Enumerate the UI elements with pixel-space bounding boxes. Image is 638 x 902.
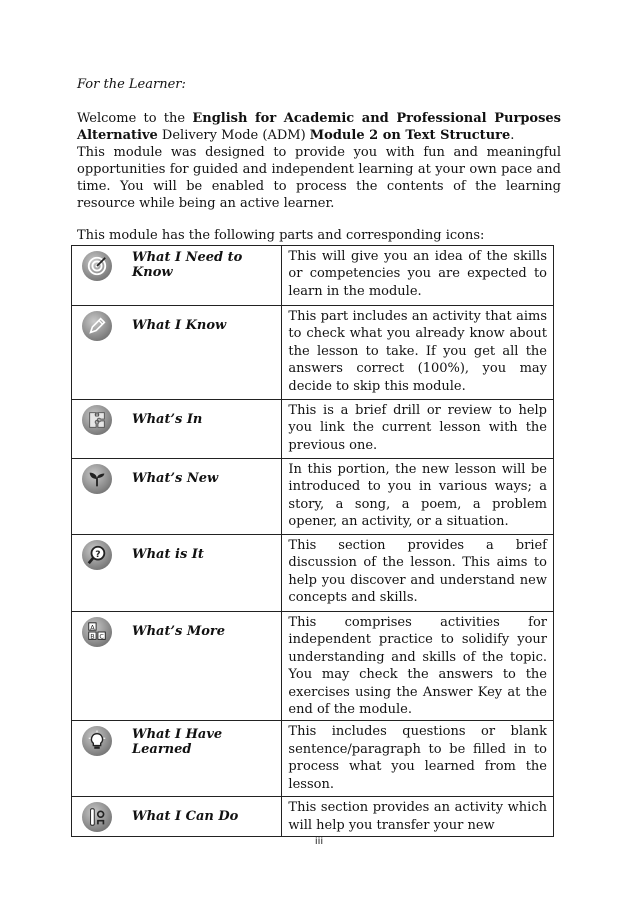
part-name-cell bbox=[72, 797, 282, 837]
pencil-icon bbox=[82, 311, 112, 341]
part-name: What I Have Learned bbox=[132, 727, 223, 758]
table-row bbox=[72, 306, 554, 400]
intro-period: . bbox=[510, 128, 515, 143]
parts-table bbox=[71, 245, 554, 837]
intro-module-title: Module 2 on Text Structure bbox=[309, 128, 511, 143]
part-description: This comprises activities for independent practice to solidify your understanding and skills of the topic. You may check the answers to the exercises using the Answer Key at the end of the module. bbox=[282, 612, 554, 721]
part-name: What I Need to Know bbox=[132, 250, 243, 280]
part-name: What I Can Do bbox=[132, 809, 239, 825]
tools-icon bbox=[82, 802, 112, 832]
part-name: What’s In bbox=[132, 412, 203, 427]
part-name-cell bbox=[72, 400, 282, 459]
part-name-cell bbox=[72, 535, 282, 612]
part-description: This section provides a brief discussion of the lesson. This aims to help you discover and understand new concepts and skills. bbox=[282, 535, 554, 612]
intro-body: This module was designed to provide you with fun and meaningful opportunities for guided and independent learning at your own pace and time. You will be enabled to process the contents of the learning resource while being an active learner. bbox=[77, 145, 561, 211]
intro-paragraph bbox=[77, 110, 561, 212]
part-name-cell bbox=[72, 612, 282, 721]
part-name: What I Know bbox=[132, 318, 227, 333]
sprout-icon bbox=[82, 464, 112, 494]
section-heading: For the Learner: bbox=[77, 77, 186, 92]
part-description: This section provides an activity which will help you transfer your new bbox=[282, 797, 554, 837]
table-row bbox=[72, 797, 554, 837]
intro-welcome: Welcome to the bbox=[77, 111, 193, 126]
part-name: What is It bbox=[132, 547, 204, 562]
table-row bbox=[72, 246, 554, 306]
part-description: This will give you an idea of the skills or competencies you are expected to learn in the module. bbox=[282, 246, 554, 306]
parts-intro: This module has the following parts and corresponding icons: bbox=[77, 228, 485, 243]
part-description: This includes questions or blank sentence/paragraph to be filled in to process what you learned from the lesson. bbox=[282, 721, 554, 797]
svg-text:C: C bbox=[99, 632, 104, 641]
part-name-cell bbox=[72, 306, 282, 400]
table-row bbox=[72, 535, 554, 612]
svg-text:?: ? bbox=[95, 548, 101, 560]
part-name: What’s More bbox=[132, 624, 226, 639]
intro-delivery-mode: Delivery Mode (ADM) bbox=[157, 128, 310, 143]
part-name: What’s New bbox=[132, 471, 219, 486]
intro-course-title: English for Academic and Professional Purposes Alternative bbox=[77, 111, 561, 143]
part-name-cell bbox=[72, 459, 282, 535]
magnifier-question-icon bbox=[82, 540, 112, 570]
target-icon bbox=[82, 251, 112, 281]
table-row bbox=[72, 400, 554, 459]
table-row bbox=[72, 721, 554, 797]
part-description: In this portion, the new lesson will be introduced to you in various ways; a story, a song, a poem, a problem opener, an activity, or a situation. bbox=[282, 459, 554, 535]
puzzle-icon bbox=[82, 405, 112, 435]
table-row bbox=[72, 612, 554, 721]
part-name-cell bbox=[72, 721, 282, 797]
lightbulb-icon bbox=[82, 726, 112, 756]
part-description: This is a brief drill or review to help you link the current lesson with the previous one. bbox=[282, 400, 554, 459]
table-row bbox=[72, 459, 554, 535]
svg-text:A: A bbox=[90, 623, 95, 632]
part-description: This part includes an activity that aims to check what you already know about the lesson to take. If you get all the answers correct (100%), you may decide to skip this module. bbox=[282, 306, 554, 400]
abc-blocks-icon bbox=[82, 617, 112, 647]
page-number: iii bbox=[314, 836, 324, 847]
part-name-cell bbox=[72, 246, 282, 306]
svg-text:B: B bbox=[90, 632, 95, 641]
